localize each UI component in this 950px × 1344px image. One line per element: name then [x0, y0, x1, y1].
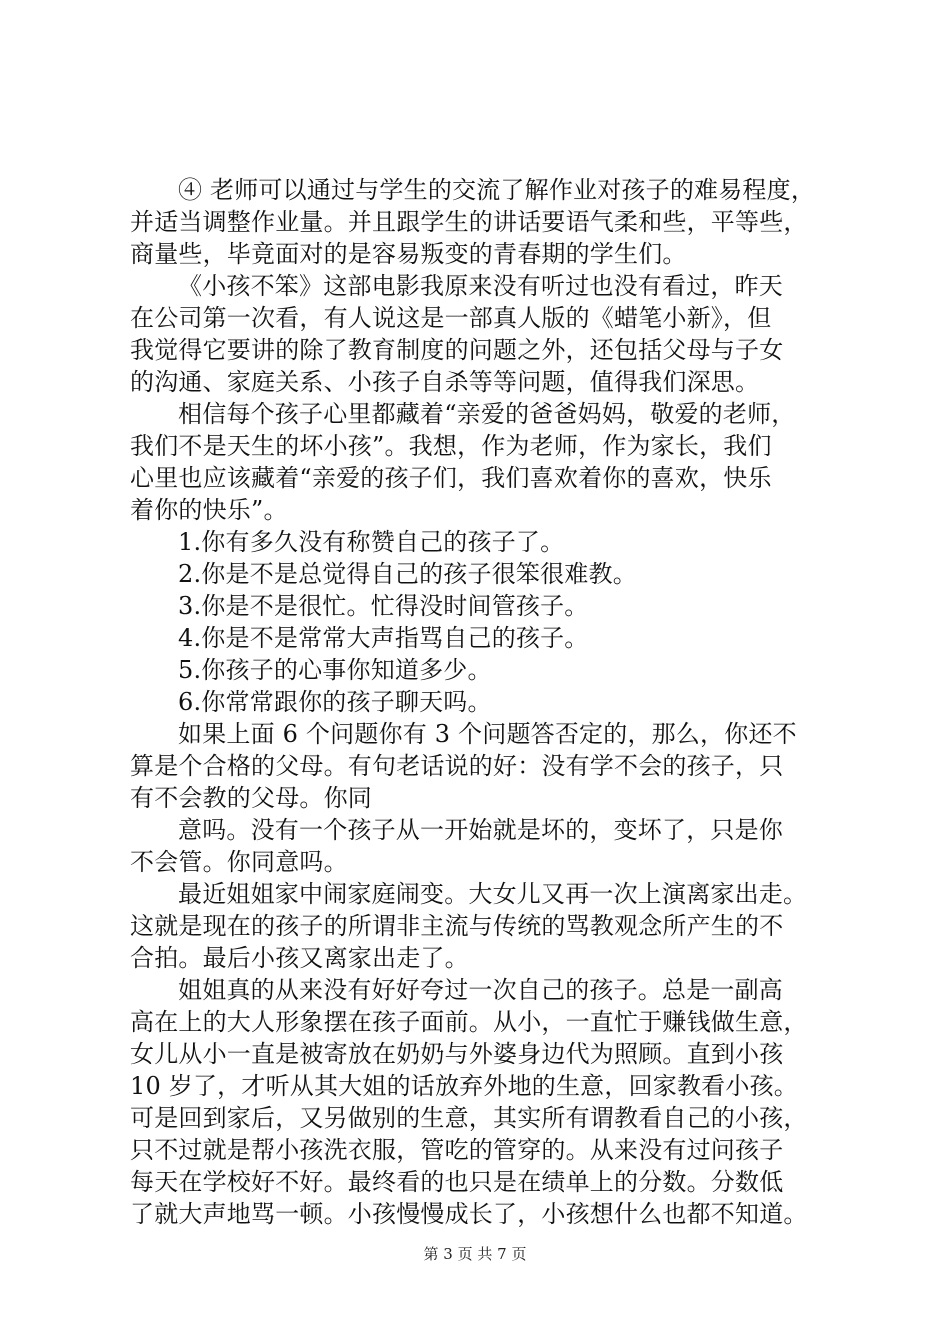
text-line: 商量些，毕竟面对的是容易叛变的青春期的学生们。	[130, 240, 687, 268]
text-line: 算是个合格的父母。有句老话说的好：没有学不会的孩子，只	[130, 752, 784, 780]
text-line: 10 岁了，才听从其大姐的话放弃外地的生意，回家教看小孩。	[130, 1072, 798, 1100]
page-footer: 第 3 页 共 7 页	[423, 1245, 527, 1263]
text-line: 姐姐真的从来没有好好夸过一次自己的孩子。总是一副高	[178, 976, 783, 1004]
text-line: 合拍。最后小孩又离家出走了。	[130, 944, 469, 972]
text-line: 最近姐姐家中闹家庭闹变。大女儿又再一次上演离家出走。	[178, 880, 808, 908]
text-line: 6.你常常跟你的孩子聊天吗。	[178, 688, 492, 716]
text-line: 有不会教的父母。你同	[130, 784, 372, 812]
text-line: 的沟通、家庭关系、小孩子自杀等等问题，值得我们深思。	[130, 368, 760, 396]
document-body	[130, 174, 830, 1230]
text-line: 意吗。没有一个孩子从一开始就是坏的，变坏了，只是你	[178, 816, 783, 844]
text-line: 我觉得它要讲的除了教育制度的问题之外，还包括父母与子女	[130, 336, 784, 364]
text-line: 3.你是不是很忙。忙得没时间管孩子。	[178, 592, 589, 620]
text-line: 5.你孩子的心事你知道多少。	[178, 656, 492, 684]
text-line: 在公司第一次看，有人说这是一部真人版的《蜡笔小新》，但	[130, 304, 772, 332]
text-line: 如果上面 6 个问题你有 3 个问题答否定的，那么，你还不	[178, 720, 797, 748]
text-line: 并适当调整作业量。并且跟学生的讲话要语气柔和些，平等些，	[130, 208, 808, 236]
text-line: 女儿从小一直是被寄放在奶奶与外婆身边代为照顾。直到小孩	[130, 1040, 784, 1068]
text-line: 4.你是不是常常大声指骂自己的孩子。	[178, 624, 589, 652]
text-line: 了就大声地骂一顿。小孩慢慢成长了，小孩想什么也都不知道。	[130, 1200, 808, 1228]
text-line: 每天在学校好不好。最终看的也只是在绩单上的分数。分数低	[130, 1168, 784, 1196]
text-line: 相信每个孩子心里都藏着“亲爱的爸爸妈妈，敬爱的老师，	[178, 400, 796, 428]
text-line: ④ 老师可以通过与学生的交流了解作业对孩子的难易程度，	[178, 176, 816, 204]
text-line: 不会管。你同意吗。	[130, 848, 348, 876]
text-line: 2.你是不是总觉得自己的孩子很笨很难教。	[178, 560, 637, 588]
text-line: 只不过就是帮小孩洗衣服，管吃的管穿的。从来没有过问孩子	[130, 1136, 784, 1164]
text-line: 着你的快乐”。	[130, 496, 288, 524]
text-line: 可是回到家后，又另做别的生意，其实所有谓教看自己的小孩，	[130, 1104, 808, 1132]
text-line: 心里也应该藏着“亲爱的孩子们，我们喜欢着你的喜欢，快乐	[130, 464, 772, 492]
text-line: 这就是现在的孩子的所谓非主流与传统的骂教观念所产生的不	[130, 912, 784, 940]
text-line: 1.你有多久没有称赞自己的孩子了。	[178, 528, 565, 556]
text-line: 《小孩不笨》这部电影我原来没有听过也没有看过，昨天	[178, 272, 783, 300]
text-line: 高在上的大人形象摆在孩子面前。从小，一直忙于赚钱做生意，	[130, 1008, 808, 1036]
text-line: 我们不是天生的坏小孩”。我想，作为老师，作为家长，我们	[130, 432, 772, 460]
